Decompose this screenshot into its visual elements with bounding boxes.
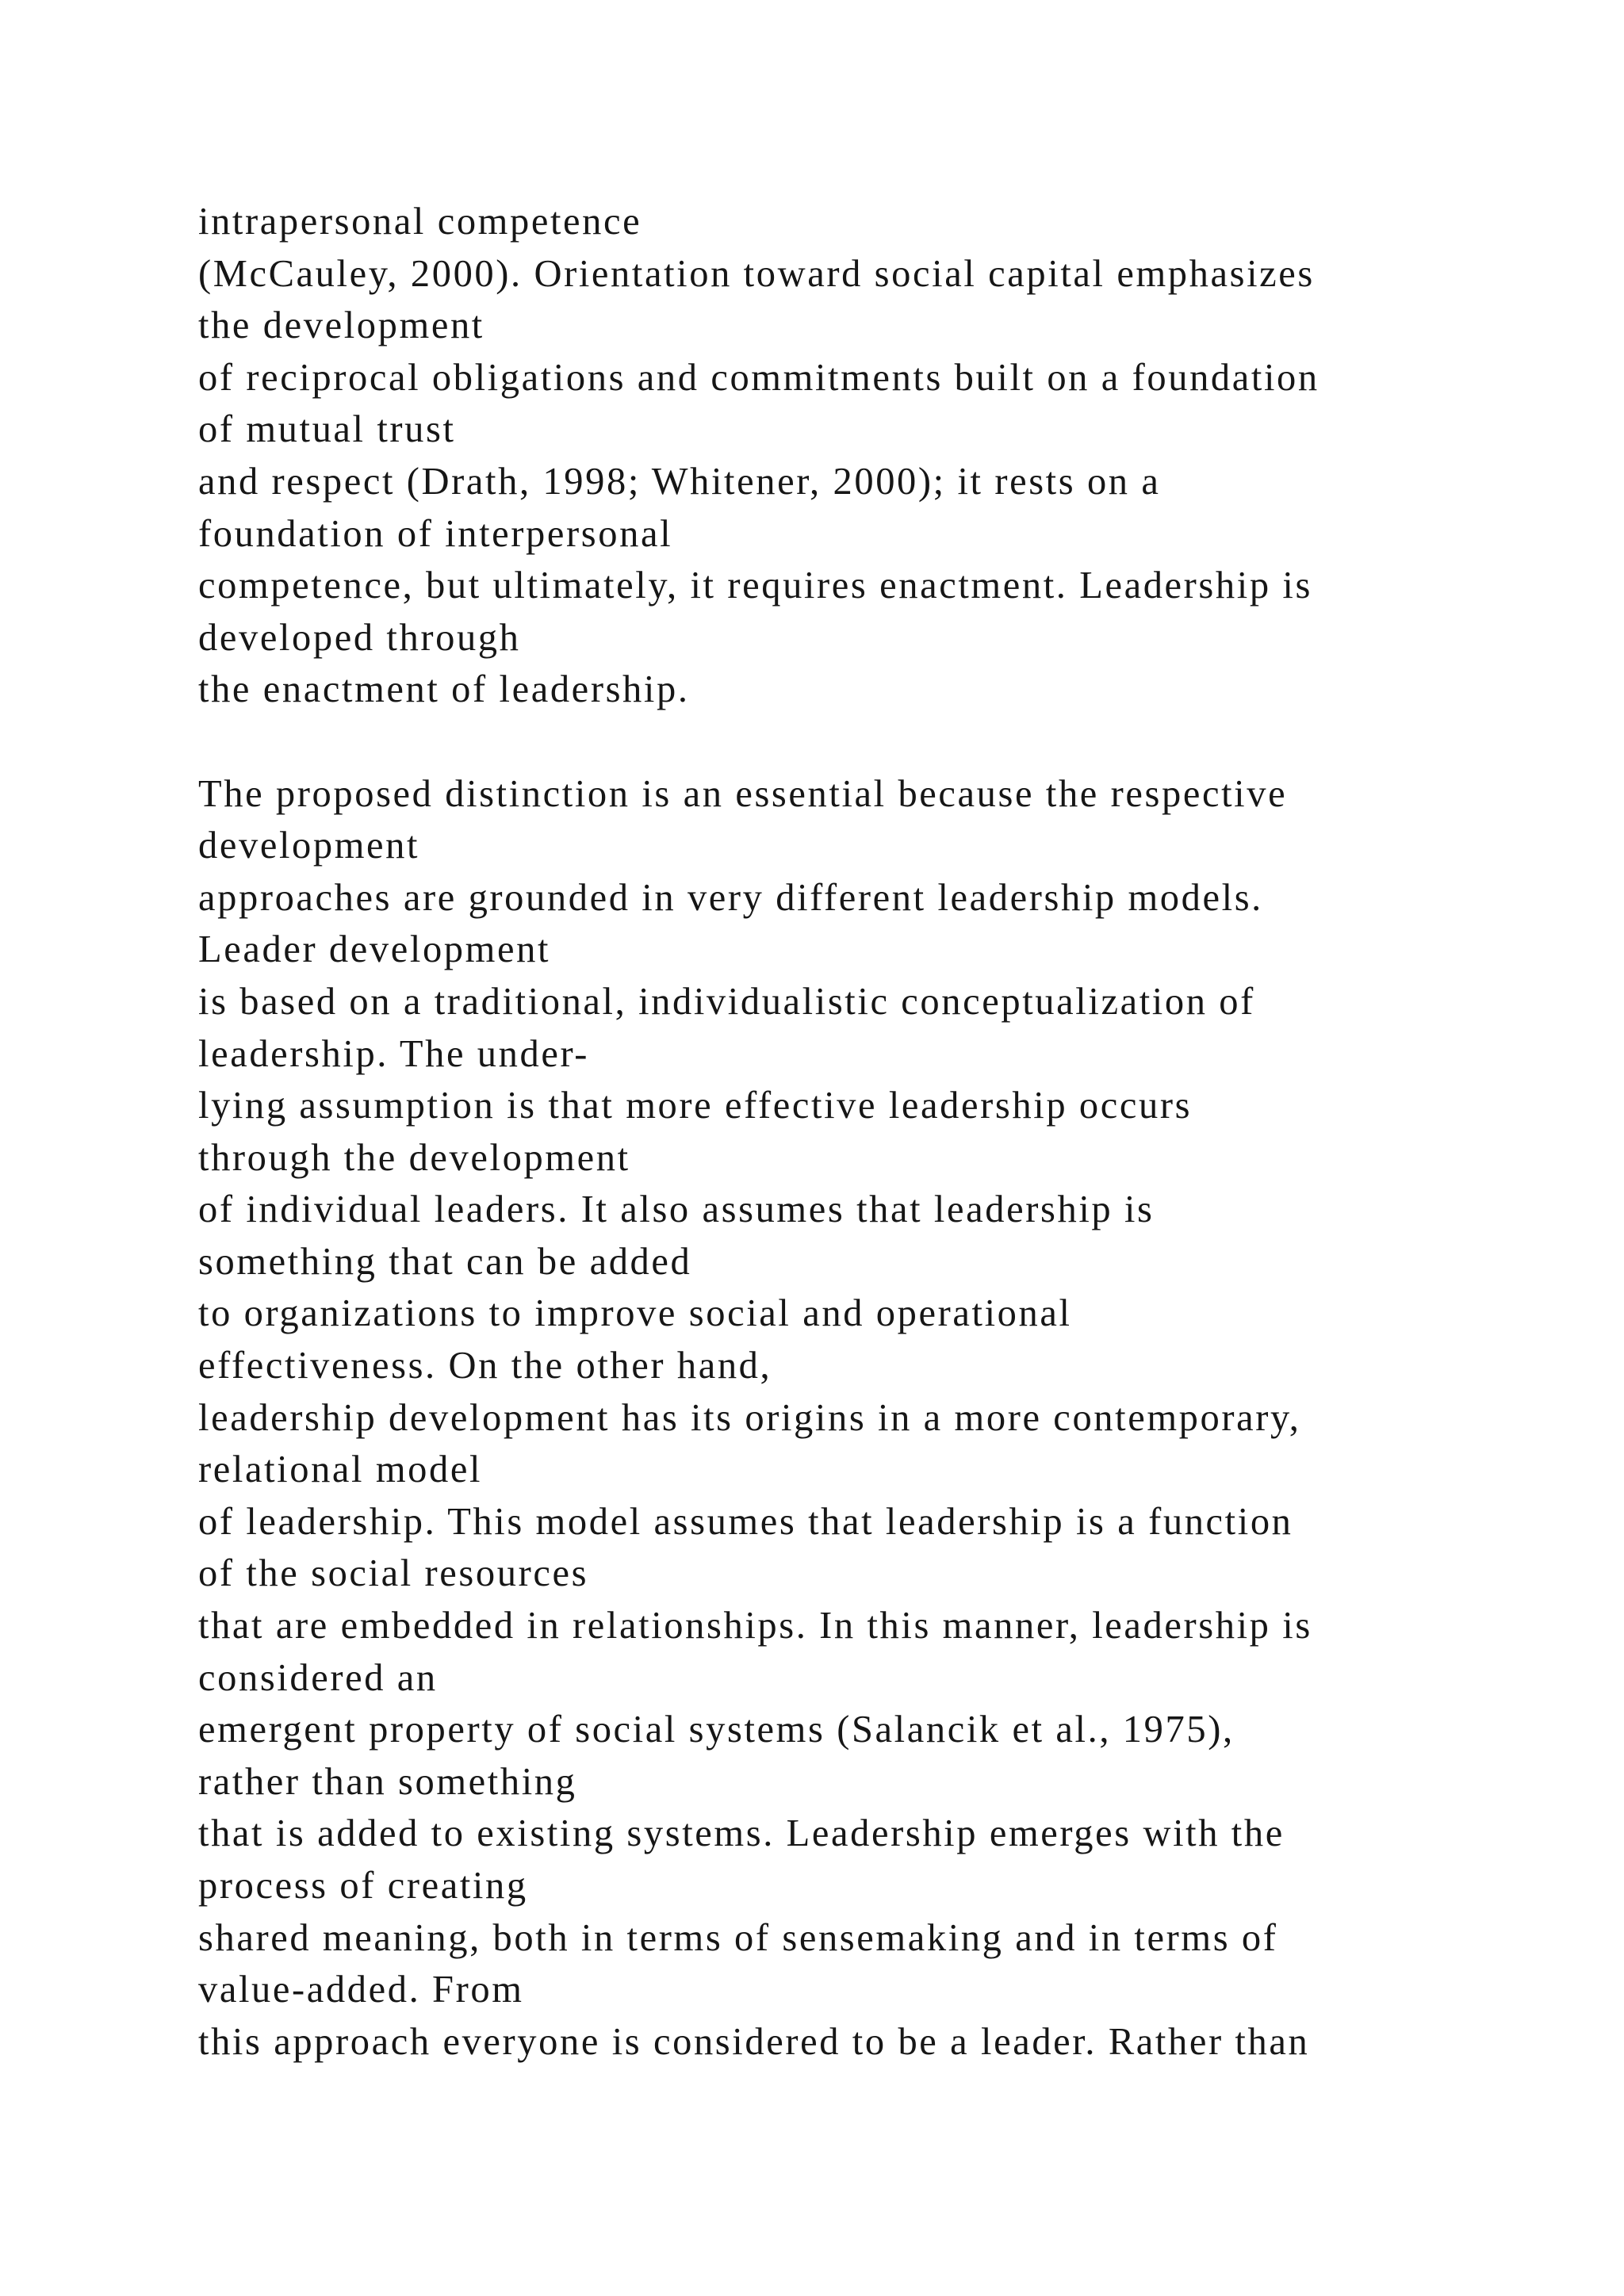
text-line: approaches are grounded in very different leadership models. [198, 876, 1263, 919]
text-line: foundation of interpersonal [198, 512, 673, 555]
text-line: of mutual trust [198, 408, 456, 451]
paragraph-2 [198, 768, 1507, 2068]
text-line: leadership. The under- [198, 1032, 590, 1075]
text-line: The proposed distinction is an essential because the respective [198, 772, 1288, 815]
text-line: considered an [198, 1656, 438, 1699]
text-line: effectiveness. On the other hand, [198, 1345, 772, 1387]
text-line: leadership development has its origins in a more contemporary, [198, 1396, 1301, 1439]
paragraph-break [198, 716, 1507, 768]
text-line: relational model [198, 1448, 483, 1491]
text-line: value-added. From [198, 1969, 524, 2011]
text-line: lying assumption is that more effective leadership occurs [198, 1085, 1193, 1127]
text-line: of individual leaders. It also assumes that leadership is [198, 1188, 1155, 1231]
text-line: of the social resources [198, 1552, 589, 1595]
text-line: shared meaning, both in terms of sensemaking and in terms of [198, 1916, 1278, 1959]
text-line: emergent property of social systems (Salancik et al., 1975), [198, 1709, 1235, 1751]
text-line: developed through [198, 616, 521, 659]
text-line: of leadership. This model assumes that leadership is a function [198, 1500, 1293, 1543]
text-line: rather than something [198, 1760, 577, 1803]
text-line: the development [198, 304, 485, 347]
text-line: that are embedded in relationships. In this manner, leadership is [198, 1605, 1312, 1647]
text-line: (McCauley, 2000). Orientation toward social capital emphasizes [198, 252, 1315, 295]
text-line: is based on a traditional, individualistic conceptualization of [198, 980, 1255, 1023]
text-line: Leader development [198, 928, 551, 971]
text-line: through the development [198, 1136, 630, 1179]
text-line: and respect (Drath, 1998; Whitener, 2000); it rests on a [198, 460, 1161, 503]
paragraph-1 [198, 196, 1507, 716]
text-line: this approach everyone is considered to be a leader. Rather than [198, 2020, 1310, 2063]
text-line: the enactment of leadership. [198, 668, 690, 711]
text-line: process of creating [198, 1865, 528, 1907]
text-line: intrapersonal competence [198, 201, 642, 243]
text-line: to organizations to improve social and operational [198, 1292, 1072, 1335]
document-body [198, 196, 1507, 2068]
text-line: development [198, 825, 420, 867]
text-line: of reciprocal obligations and commitments built on a foundation [198, 356, 1320, 399]
text-line: something that can be added [198, 1240, 692, 1283]
text-line: that is added to existing systems. Leadership emerges with the [198, 1812, 1285, 1855]
text-line: competence, but ultimately, it requires enactment. Leadership is [198, 564, 1312, 607]
